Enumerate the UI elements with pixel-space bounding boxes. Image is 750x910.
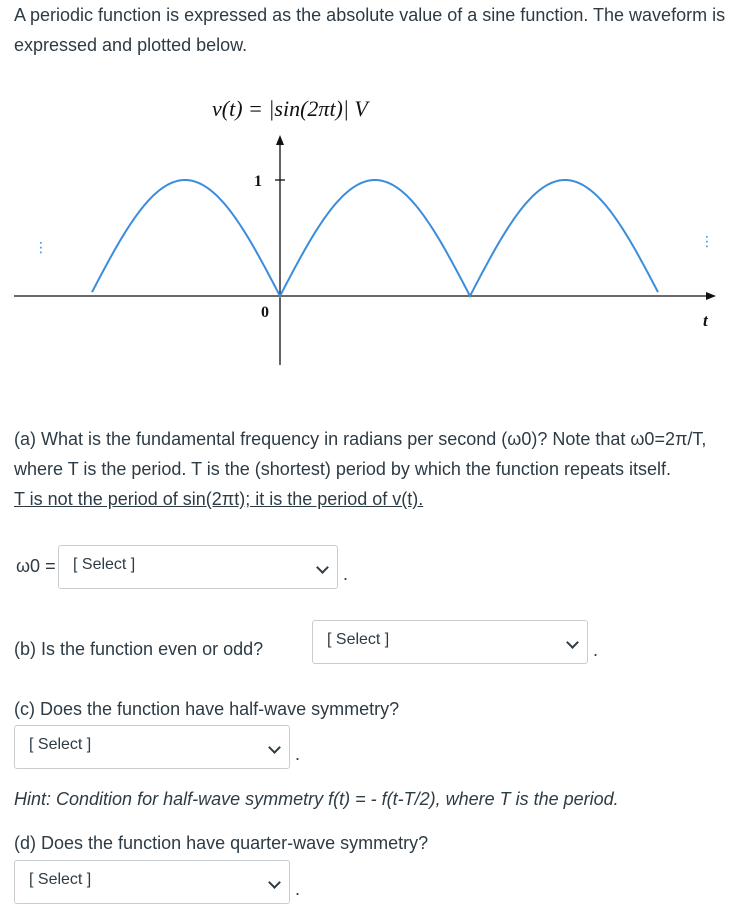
select-d-value: [ Select ] — [29, 871, 92, 888]
waveform-curve — [92, 180, 658, 296]
select-a-value: [ Select ] — [73, 556, 136, 573]
period-b: . — [593, 640, 599, 660]
x-axis-arrow — [706, 292, 716, 300]
left-ellipsis: ⋮ — [34, 239, 48, 255]
period-a: . — [343, 564, 349, 584]
select-b-value: [ Select ] — [327, 631, 390, 648]
question-c: (c) Does the function have half-wave symmetry? — [14, 699, 400, 719]
intro-paragraph: A periodic function is expressed as the absolute value of a sine function. The waveform is expressed and plotted below. — [14, 5, 726, 55]
chevron-down-icon — [268, 741, 281, 754]
period-c: . — [295, 744, 301, 764]
question-b: (b) Is the function even or odd? — [14, 639, 264, 659]
t-axis-label: t — [703, 311, 708, 330]
waveform-figure — [0, 80, 750, 400]
period-d: . — [295, 879, 301, 899]
select-d-dropdown[interactable] — [14, 860, 290, 904]
question-a: (a) What is the fundamental frequency in radians per second (ω0)? Note that ω0=2π/T, where T is the period. T is the (shortest) period by which the function repeats itself. — [14, 429, 707, 479]
chevron-down-icon — [566, 636, 579, 649]
y-tick-label: 1 — [254, 173, 262, 190]
question-a-note: T is not the period of sin(2πt); it is the period of v(t). — [14, 489, 424, 509]
question-d: (d) Does the function have quarter-wave symmetry? — [14, 833, 429, 853]
select-a-dropdown[interactable] — [58, 545, 338, 589]
chevron-down-icon — [268, 876, 281, 889]
omega0-label: ω0 = — [16, 556, 56, 576]
origin-label: 0 — [261, 304, 269, 321]
chevron-down-icon — [316, 561, 329, 574]
hint-text: Hint: Condition for half-wave symmetry f(t) = - f(t-T/2), where T is the period. — [14, 789, 619, 809]
question-a-text — [14, 424, 734, 514]
select-b-dropdown[interactable] — [312, 620, 588, 664]
y-axis-arrow — [276, 135, 284, 145]
right-ellipsis: ⋮ — [700, 233, 714, 249]
equation: v(t) = |sin(2πt)| V — [212, 96, 368, 121]
select-c-dropdown[interactable] — [14, 725, 290, 769]
select-c-value: [ Select ] — [29, 736, 92, 753]
